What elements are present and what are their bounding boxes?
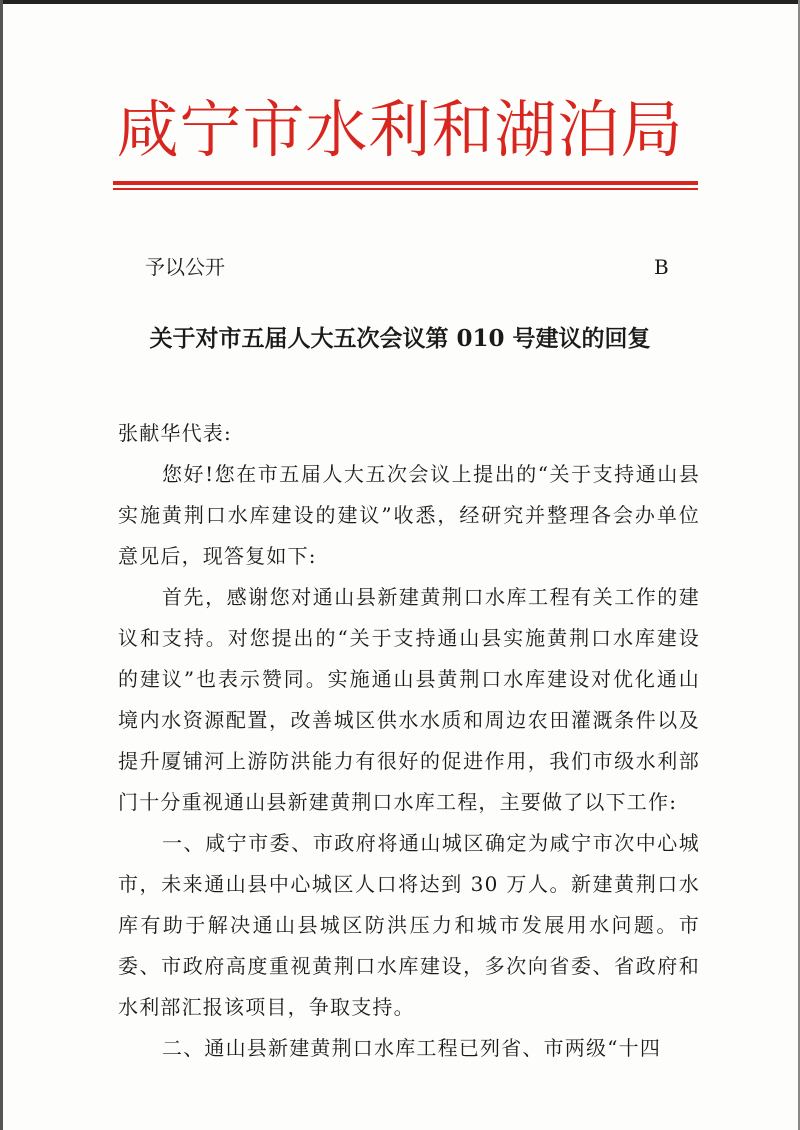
body-paragraph: 您好!您在市五届人大五次会议上提出的“关于支持通山县实施黄荆口水库建设的建议”收悉，经研究并整理各会办单位意见后，现答复如下:: [118, 462, 700, 568]
scan-edge-top: [0, 0, 800, 4]
body-paragraph: 一、咸宁市委、市政府将通山城区确定为咸宁市次中心城市，未来通山县中心城区人口将达到 30 万人。新建黄荆口水库有助于解决通山县城区防洪压力和城市发展用水问题。市委、市政府高度重视黄荆口水库建设，多次向省委、省政府和水利部汇报该项目，争取支持。: [118, 831, 700, 1019]
letterhead-organization: 咸宁市水利和湖泊局: [116, 93, 684, 166]
letterhead-rule-thin: [113, 188, 698, 190]
salutation: 张献华代表:: [118, 421, 232, 445]
letterhead-rule-thick: [113, 181, 698, 185]
disclosure-status: 予以公开: [145, 255, 225, 279]
body-paragraph: 二、通山县新建黄荆口水库工程已列省、市两级“十四: [162, 1036, 662, 1060]
document-title: 关于对市五届人大五次会议第 010 号建议的回复: [149, 325, 651, 352]
document-body: [118, 413, 700, 1069]
body-paragraph: 首先，感谢您对通山县新建黄荆口水库工程有关工作的建议和支持。对您提出的“关于支持通山县实施黄荆口水库建设的建议”也表示赞同。实施通山县黄荆口水库建设对优化通山境内水资源配置，改善城区供水水质和周边农田灌溉条件以及提升厦铺河上游防洪能力有很好的促进作用，我们市级水利部门十分重视通山县新建黄荆口水库工程，主要做了以下工作:: [118, 585, 700, 814]
classification-mark: B: [654, 255, 669, 279]
